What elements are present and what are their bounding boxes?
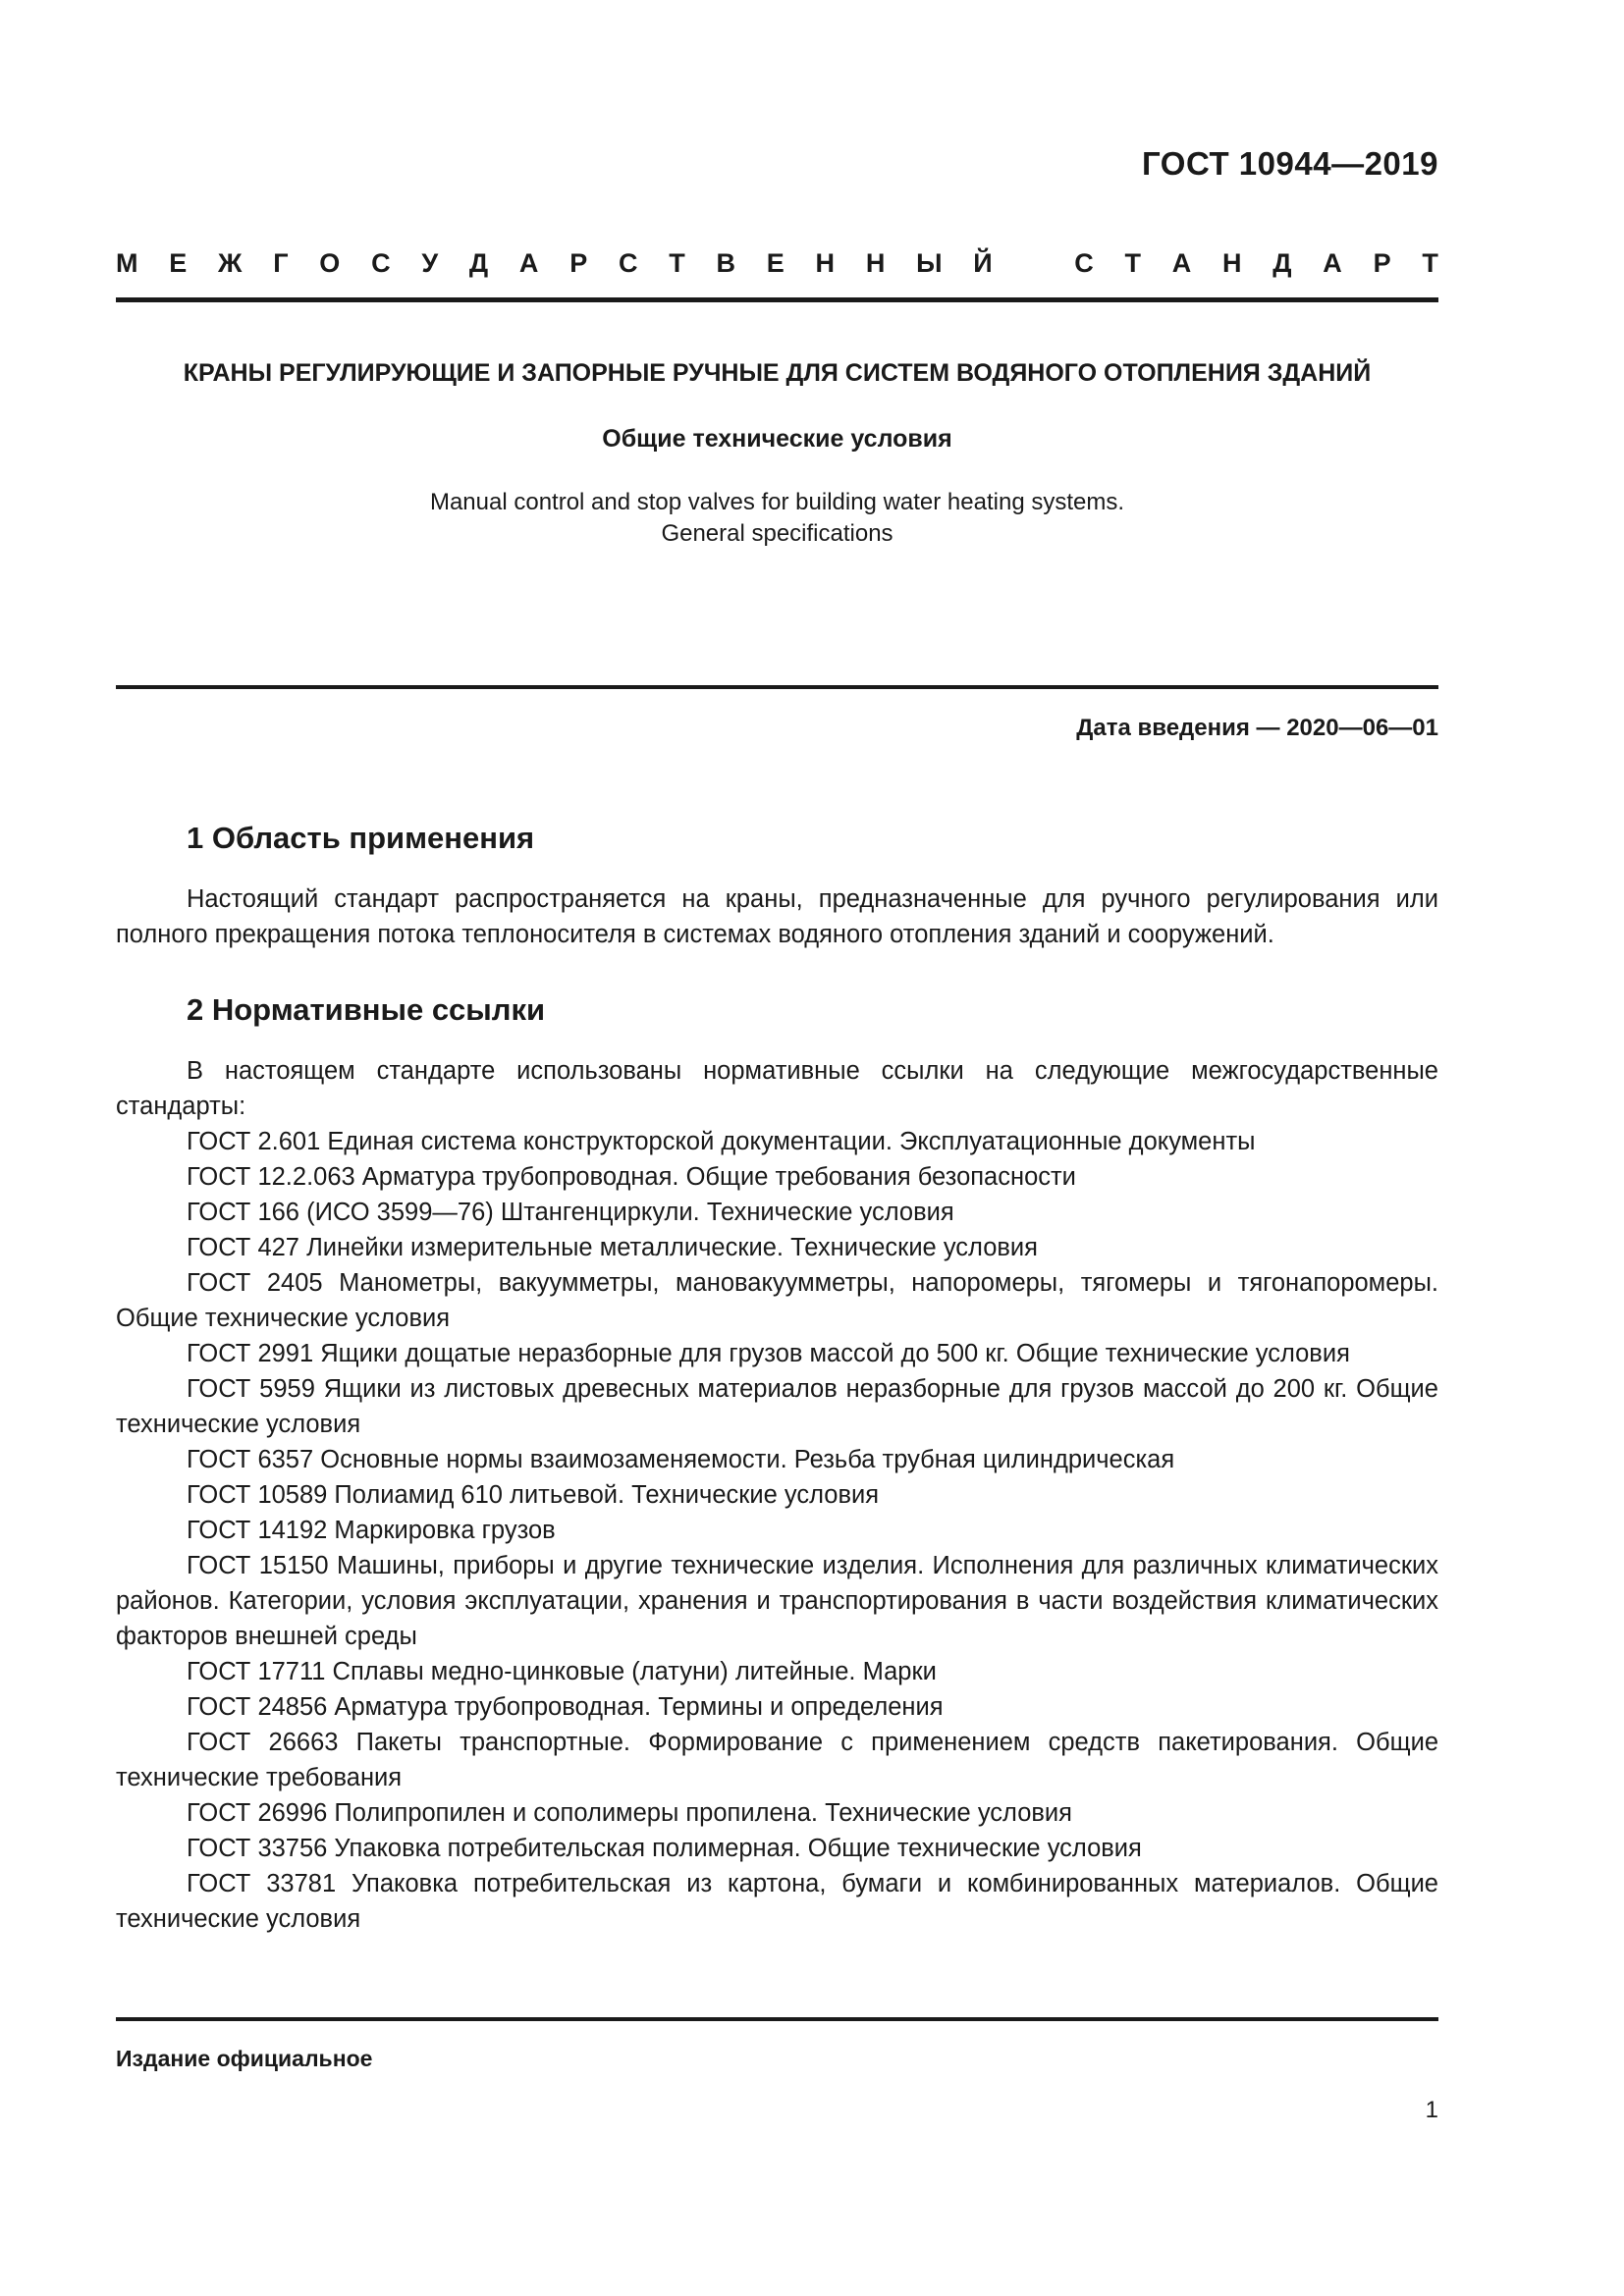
reference-item: ГОСТ 166 (ИСО 3599—76) Штангенциркули. Технические условия [187,1199,954,1226]
english-title-line-1: Manual control and stop valves for building water heating systems. [429,489,1125,515]
banner-letter: Н [1222,248,1242,278]
reference-item: ГОСТ 33781 Упаковка потребительская из картона, бумаги и комбинированных материалов. Общие технические условия [116,1870,1438,1933]
banner-letter: Й [973,248,993,278]
references-intro: В настоящем стандарте использованы нормативные ссылки на следующие межгосударственные стандарты: [116,1057,1438,1120]
document-number: ГОСТ 10944—2019 [1142,145,1438,182]
references-list [116,1053,1438,1937]
banner-letter: Д [468,248,489,278]
middle-rule [116,685,1438,689]
banner-letter: С [1074,248,1094,278]
reference-item: ГОСТ 427 Линейки измерительные металлические. Технические условия [187,1234,1038,1261]
reference-item: ГОСТ 26663 Пакеты транспортные. Формирование с применением средств пакетирования. Общие технические требования [116,1729,1438,1791]
banner-letter: Д [1272,248,1292,278]
banner-letter: В [716,248,735,278]
banner-letter: О [319,248,341,278]
document-title: КРАНЫ РЕГУЛИРУЮЩИЕ И ЗАПОРНЫЕ РУЧНЫЕ ДЛЯ СИСТЕМ ВОДЯНОГО ОТОПЛЕНИЯ ЗДАНИЙ [183,359,1372,387]
reference-item: ГОСТ 2991 Ящики дощатые неразборные для грузов массой до 500 кг. Общие технические условия [187,1340,1350,1367]
banner-letter: Р [1373,248,1391,278]
reference-item: ГОСТ 2405 Манометры, вакуумметры, мановакуумметры, напоромеры, тягомеры и тягонапоромеры. Общие технические условия [116,1269,1438,1332]
section-heading-references: 2 Нормативные ссылки [187,992,546,1027]
banner-letter: Т [1124,248,1141,278]
banner-letter: А [518,248,539,278]
banner-letter: М [116,248,138,278]
reference-item: ГОСТ 24856 Арматура трубопроводная. Термины и определения [187,1693,944,1721]
banner-letter: У [421,248,439,278]
standard-banner [116,248,1438,279]
reference-item: ГОСТ 2.601 Единая система конструкторской документации. Эксплуатационные документы [187,1128,1256,1155]
section-heading-scope: 1 Область применения [187,821,535,855]
section-paragraph-scope: Настоящий стандарт распространяется на краны, предназначенные для ручного регулирования или полного прекращения потока теплоносителя в системах водяного отопления зданий и сооружений. [116,885,1438,948]
document-subtitle: Общие технические условия [602,425,952,453]
reference-item: ГОСТ 5959 Ящики из листовых древесных материалов неразборные для грузов массой до 200 кг. Общие технические условия [116,1375,1438,1438]
banner-letter: С [618,248,638,278]
reference-item: ГОСТ 33756 Упаковка потребительская полимерная. Общие технические условия [187,1835,1142,1862]
banner-letter: А [1171,248,1192,278]
english-title [116,487,1438,550]
banner-letter: Р [569,248,588,278]
reference-item: ГОСТ 17711 Сплавы медно-цинковые (латуни) литейные. Марки [187,1658,937,1685]
english-title-line-2: General specifications [661,520,893,547]
banner-letter: Т [669,248,685,278]
page-number: 1 [1425,2097,1438,2123]
banner-letter: Н [865,248,886,278]
banner-letter: А [1323,248,1342,278]
banner-letter: Ж [218,248,243,278]
banner-letter: Е [766,248,785,278]
banner-gap [1023,248,1043,279]
reference-item: ГОСТ 26996 Полипропилен и сополимеры пропилена. Технические условия [187,1799,1072,1827]
reference-item: ГОСТ 15150 Машины, приборы и другие технические изделия. Исполнения для различных климатических районов. Категории, условия эксплуатации, хранения и транспортирования в части воздействия климатических факторов внешней среды [116,1552,1438,1650]
banner-letter: Ы [916,248,943,278]
banner-letter: Н [815,248,836,278]
bottom-rule [116,2017,1438,2021]
reference-item: ГОСТ 14192 Маркировка грузов [187,1517,556,1544]
edition-label: Издание официальное [116,2046,373,2071]
introduction-date: Дата введения — 2020—06—01 [1076,715,1438,741]
reference-item: ГОСТ 6357 Основные нормы взаимозаменяемости. Резьба трубная цилиндрическая [187,1446,1175,1473]
banner-letter: Е [169,248,188,278]
banner-letter: Г [273,248,289,278]
reference-item: ГОСТ 10589 Полиамид 610 литьевой. Технические условия [187,1481,880,1509]
top-rule [116,297,1438,302]
reference-item: ГОСТ 12.2.063 Арматура трубопроводная. Общие требования безопасности [187,1163,1076,1191]
banner-letter: Т [1422,248,1438,278]
banner-letter: С [371,248,391,278]
